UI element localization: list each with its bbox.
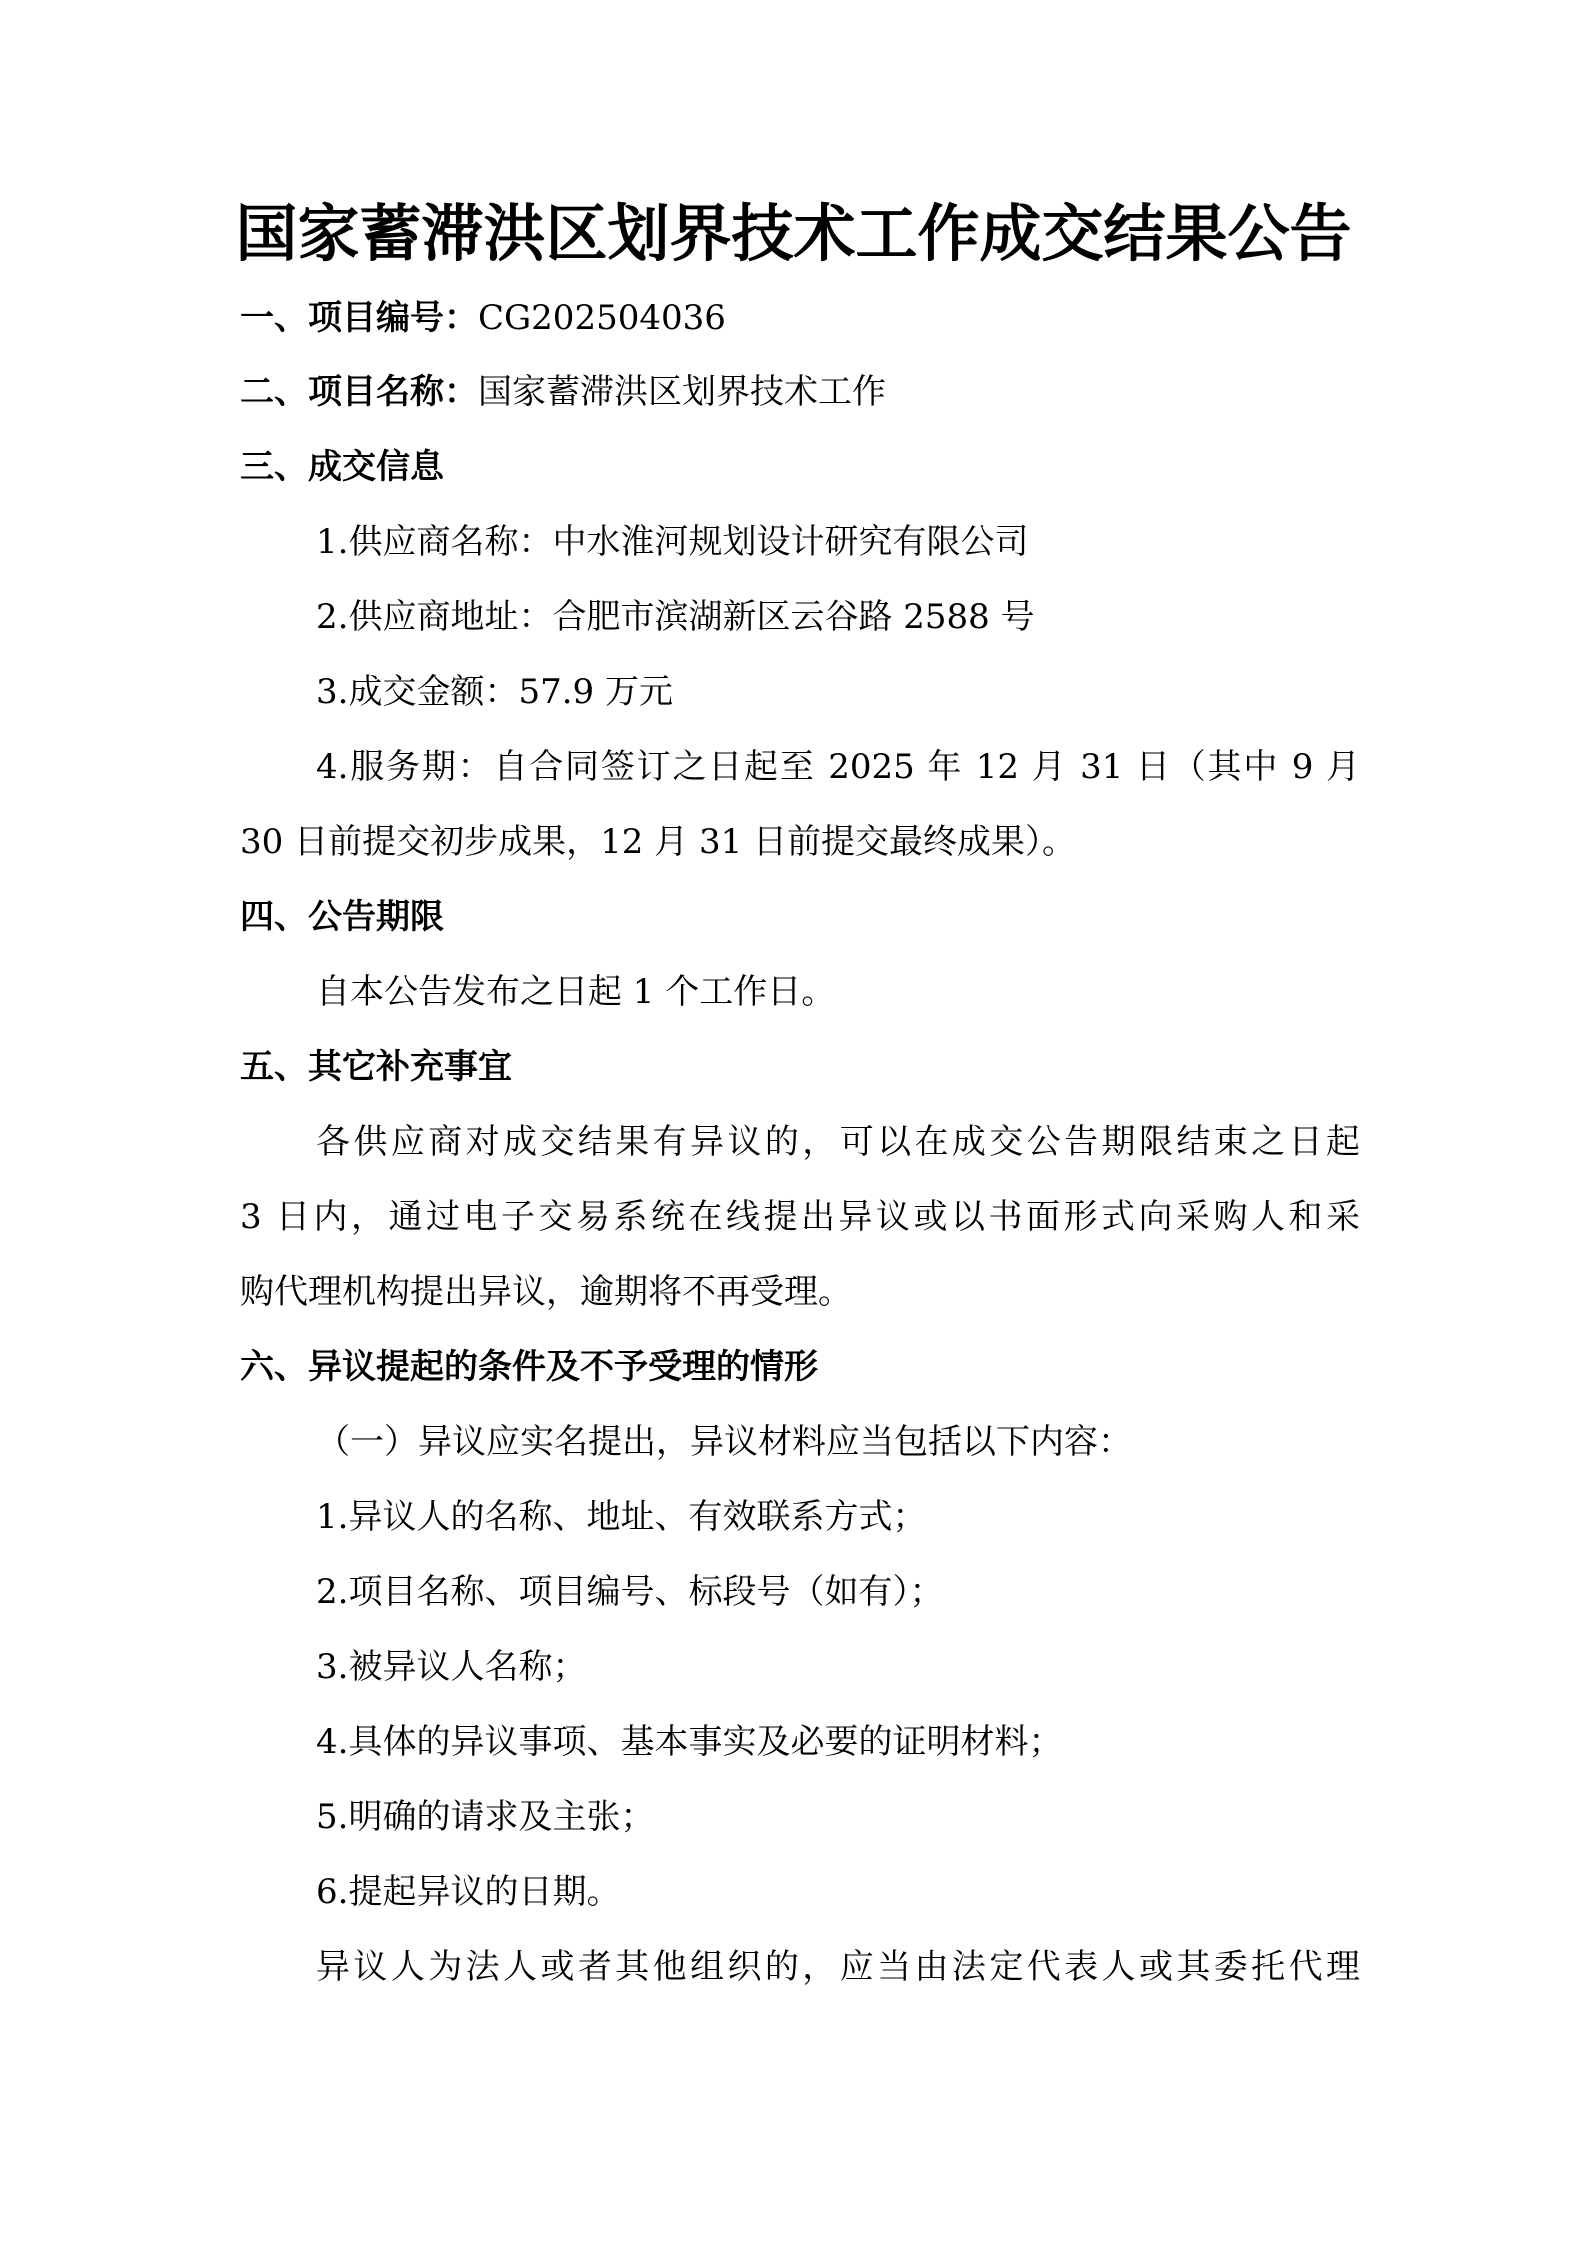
objection-item-6: 6.提起异议的日期。: [316, 1872, 621, 1912]
section-heading-objection-conditions: 六、异议提起的条件及不予受理的情形: [240, 1347, 818, 1387]
section-heading-notice-period: 四、公告期限: [240, 897, 444, 937]
other-matters-line-3: 购代理机构提出异议，逾期将不再受理。: [240, 1272, 852, 1312]
objection-item-1: 1.异议人的名称、地址、有效联系方式；: [316, 1497, 927, 1537]
section-heading-deal-info: 三、成交信息: [240, 447, 444, 487]
project-number-label: 一、项目编号：: [240, 298, 478, 338]
objection-last-paragraph-line: 异议人为法人或者其他组织的，应当由法定代表人或其委托代理: [316, 1947, 1360, 1987]
section-heading-other-matters: 五、其它补充事宜: [240, 1047, 512, 1087]
page-title: 国家蓄滞洪区划界技术工作成交结果公告: [235, 197, 1352, 270]
project-name-value: 国家蓄滞洪区划界技术工作: [478, 372, 886, 412]
objection-item-4: 4.具体的异议事项、基本事实及必要的证明材料；: [316, 1722, 1063, 1762]
objection-item-2: 2.项目名称、项目编号、标段号（如有）；: [316, 1572, 944, 1612]
other-matters-line-1: 各供应商对成交结果有异议的，可以在成交公告期限结束之日起: [316, 1122, 1360, 1162]
objection-requirement-subheading: （一）异议应实名提出，异议材料应当包括以下内容：: [316, 1422, 1132, 1462]
deal-amount-item: 3.成交金额：57.9 万元: [316, 672, 673, 712]
project-name-line: [240, 370, 1360, 414]
service-period-line-2: 30 日前提交初步成果，12 月 31 日前提交最终成果）。: [240, 822, 1077, 862]
objection-item-5: 5.明确的请求及主张；: [316, 1797, 655, 1837]
supplier-name-item: 1.供应商名称：中水淮河规划设计研究有限公司: [316, 522, 1029, 562]
notice-period-text: 自本公告发布之日起 1 个工作日。: [316, 972, 836, 1012]
objection-item-3: 3.被异议人名称；: [316, 1647, 587, 1687]
service-period-line-1: 4.服务期：自合同签订之日起至 2025 年 12 月 31 日（其中 9 月: [316, 747, 1360, 787]
project-name-label: 二、项目名称：: [240, 372, 478, 412]
supplier-address-item: 2.供应商地址：合肥市滨湖新区云谷路 2588 号: [316, 597, 1035, 637]
other-matters-line-2: 3 日内，通过电子交易系统在线提出异议或以书面形式向采购人和采: [240, 1197, 1360, 1237]
project-number-value: CG202504036: [478, 298, 726, 338]
project-number-line: [240, 296, 1360, 340]
